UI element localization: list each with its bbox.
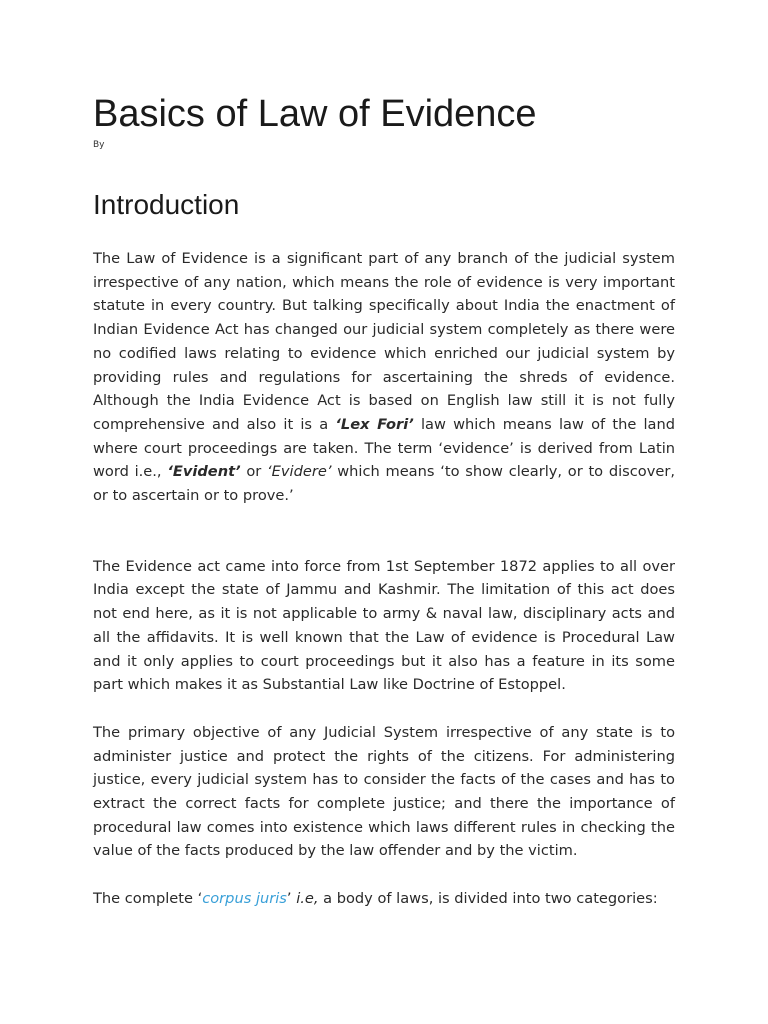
paragraph-3: The primary objective of any Judicial System irrespective of any state is to administer justice and protect the rights of the citizens. For administering justice, every judicial system has to consider the facts of the cases and has to extract the correct facts for complete justice; and there the importance of procedural law comes into existence which laws different rules in checking the value of the facts produced by the law offender and by the victim.	[93, 723, 675, 860]
paragraph-1-text-c: or	[240, 463, 268, 481]
document-title: Basics of Law of Evidence	[93, 93, 537, 135]
term-evidere: ‘Evidere’	[267, 463, 332, 481]
byline: By	[93, 140, 105, 150]
paragraph-4-ie: i.e,	[296, 890, 319, 908]
term-lex-fori: ‘Lex Fori’	[335, 415, 414, 433]
corpus-juris-link[interactable]: corpus juris	[202, 890, 287, 908]
paragraph-1-text-a: The Law of Evidence is a significant part of any branch of the judicial system irrespective of any nation, which means the role of evidence is very important statute in every country. But talking specifically about India the enactment of Indian Evidence Act has changed our judicial system completely as there were no codified laws relating to evidence which enriched our judicial system by providing rules and regulations for ascertaining the shreds of evidence. Although the India Evidence Act is based on English law still it is not fully comprehensive and also it is a	[93, 250, 675, 433]
term-evident: ‘Evident’	[167, 463, 241, 481]
paragraph-1-text-b: law which means law of the land where court proceedings are taken. The term ‘evidence’ is derived from Latin word i.e.,	[93, 415, 676, 481]
document-page	[93, 90, 675, 911]
paragraph-4-text-a: The complete ‘	[93, 890, 203, 908]
paragraph-4-text-b: ’	[286, 890, 297, 908]
section-heading-introduction: Introduction	[93, 189, 240, 220]
paragraph-1	[93, 247, 675, 508]
paragraph-4	[93, 887, 675, 911]
paragraph-4-text-c: a body of laws, is divided into two categories:	[318, 890, 658, 908]
paragraph-2: The Evidence act came into force from 1st September 1872 applies to all over India except the state of Jammu and Kashmir. The limitation of this act does not end here, as it is not applicable to army & naval law, disciplinary acts and all the affidavits. It is well known that the Law of evidence is Procedural Law and it only applies to court proceedings but it also has a feature in its some part which makes it as Substantial Law like Doctrine of Estoppel.	[93, 557, 675, 694]
paragraph-1-text-d: which means ‘to show clearly, or to discover, or to ascertain or to prove.’	[93, 463, 675, 505]
